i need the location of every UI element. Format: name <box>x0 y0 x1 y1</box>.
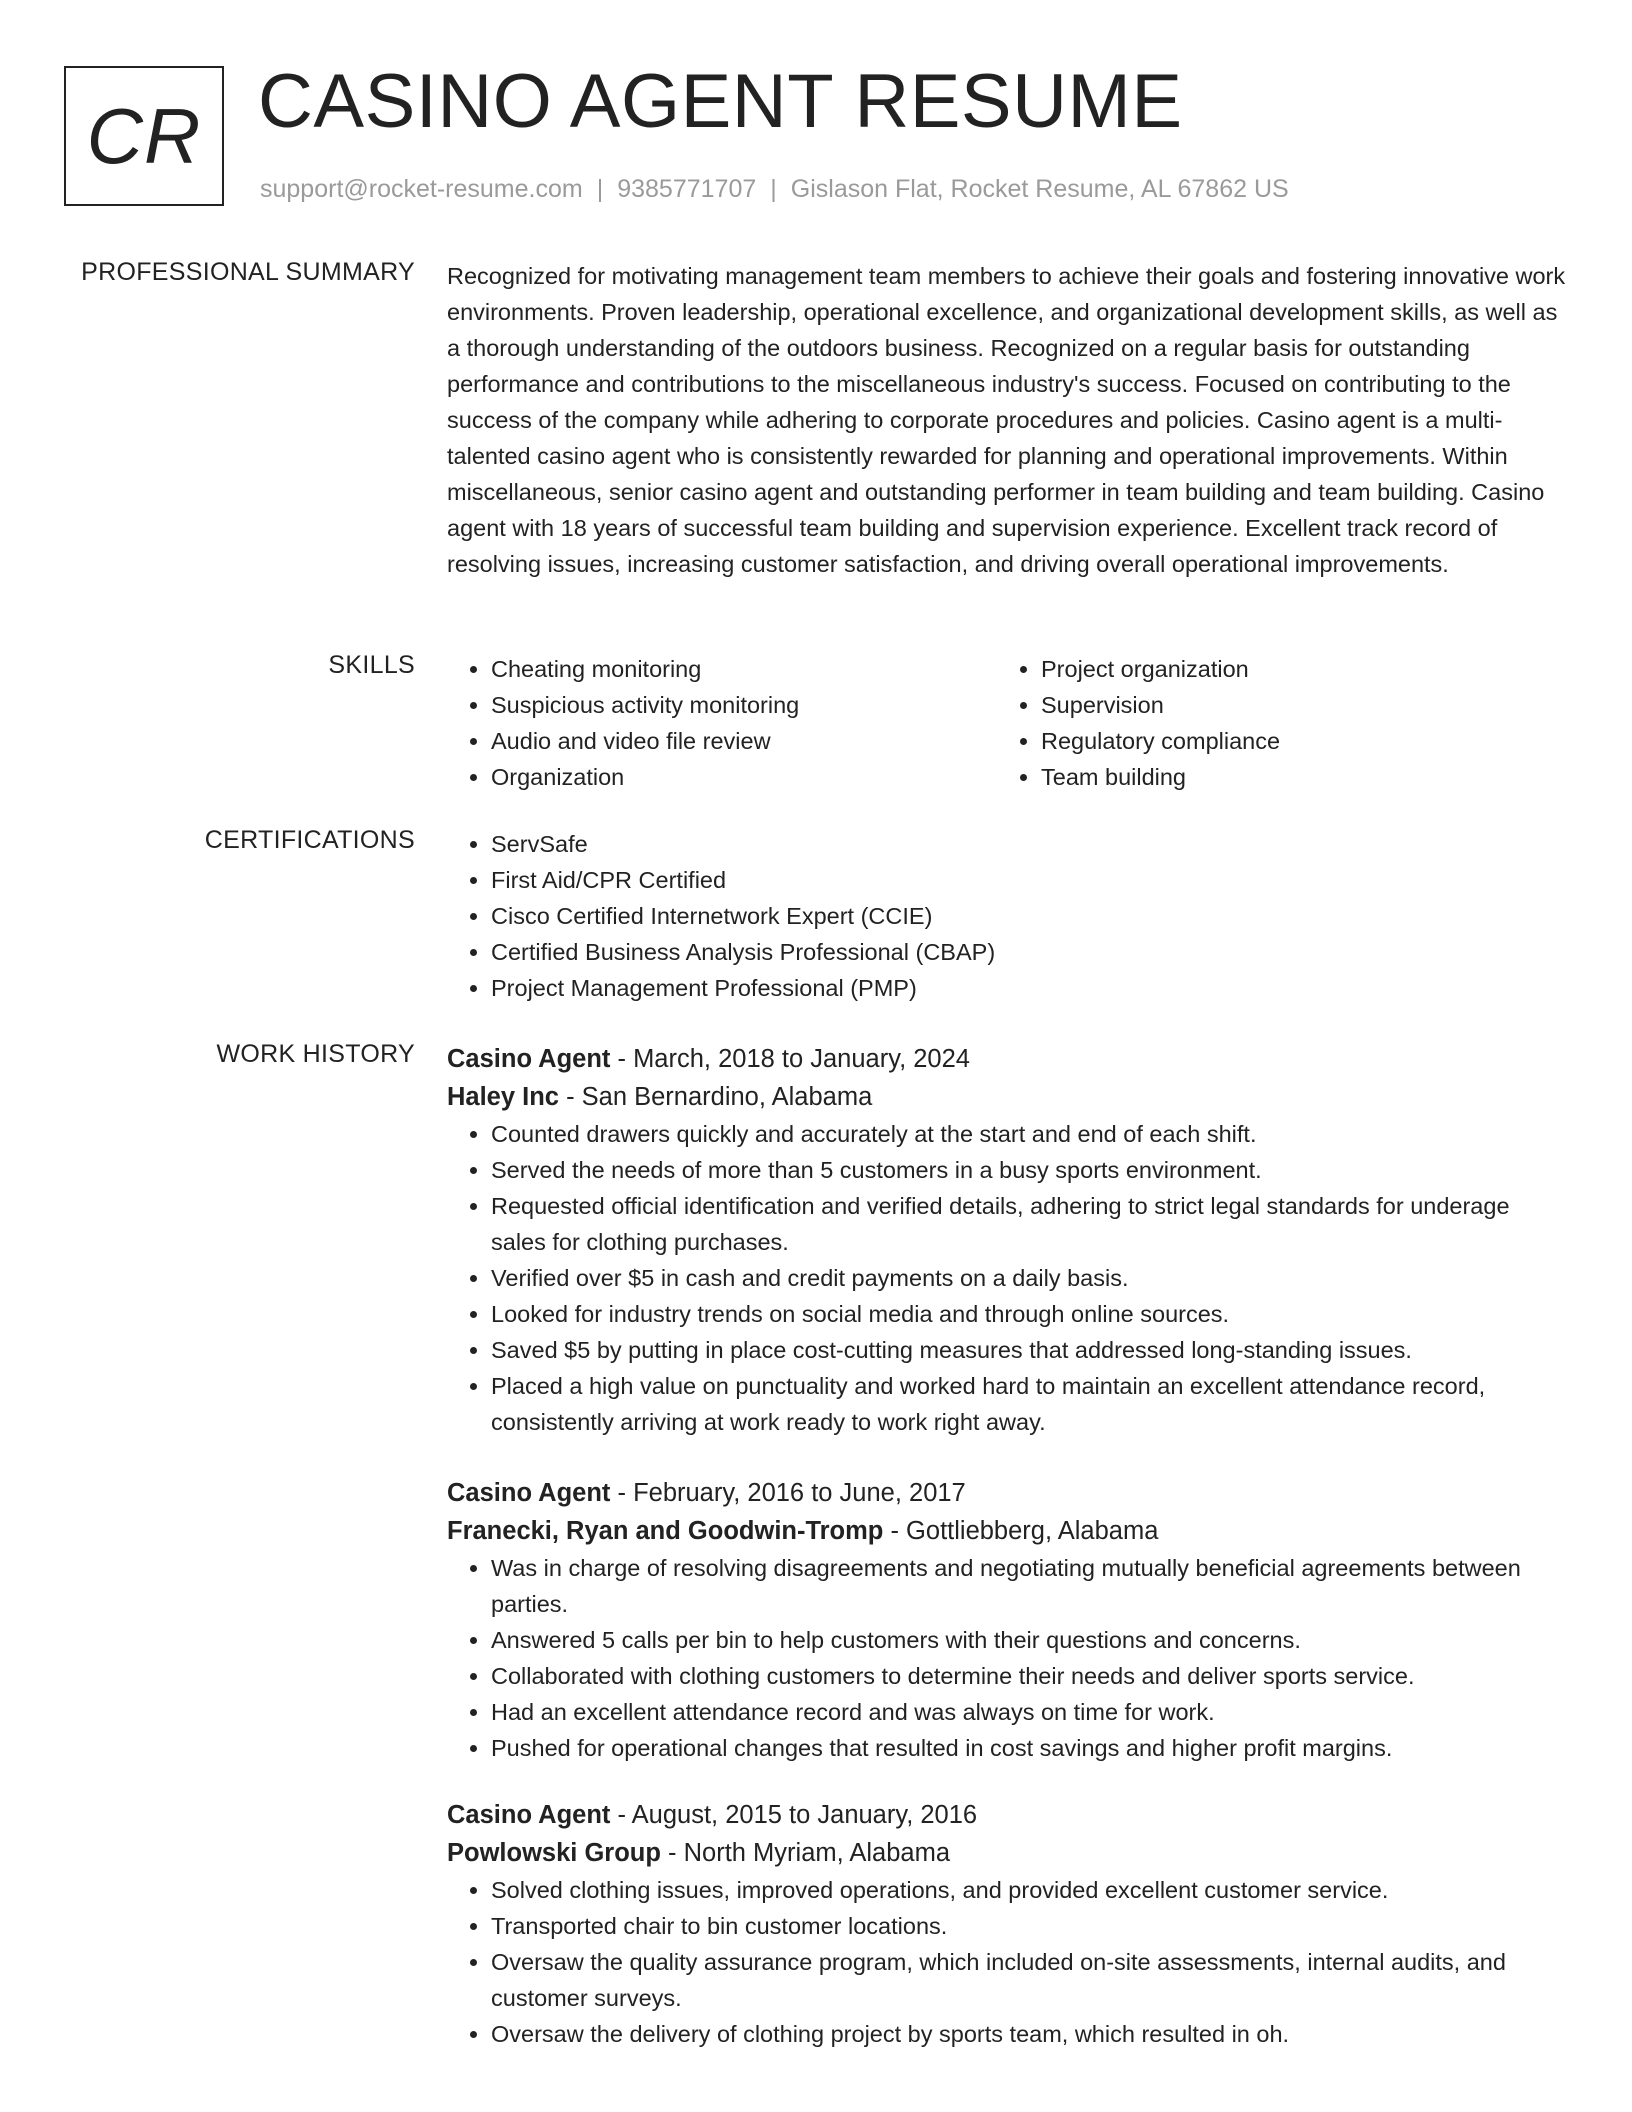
job-title: Casino Agent <box>447 1045 611 1073</box>
job-title: Casino Agent <box>447 1479 611 1507</box>
job-company-line <box>447 1512 1567 1550</box>
skill-item: • Suspicious activity monitoring <box>491 687 997 723</box>
contact-email[interactable]: support@rocket-resume.com <box>260 175 583 203</box>
job-location: - San Bernardino, Alabama <box>558 1083 873 1111</box>
certification-item: • Cisco Certified Internetwork Expert (CCIE) <box>491 898 1567 934</box>
job-dates: - March, 2018 to January, 2024 <box>610 1045 970 1073</box>
skill-item: • Audio and video file review <box>491 723 997 759</box>
job-title: Casino Agent <box>447 1801 611 1829</box>
job-company-line <box>447 1078 1567 1116</box>
job-company: Haley Inc <box>447 1083 559 1111</box>
contact-phone[interactable]: 9385771707 <box>617 175 757 203</box>
skill-item: • Project organization <box>1041 651 1547 687</box>
job-company-line <box>447 1834 1567 1872</box>
job-company: Powlowski Group <box>447 1839 661 1867</box>
job-bullets <box>447 1550 1567 1766</box>
job-title-line <box>447 1796 1567 1834</box>
job-bullet: • Answered 5 calls per bin to help customers with their questions and concerns. <box>491 1622 1567 1658</box>
job-dates: - February, 2016 to June, 2017 <box>610 1479 966 1507</box>
job-bullet: • Saved $5 by putting in place cost-cutting measures that addressed long-standing issues. <box>491 1332 1567 1368</box>
contact-line <box>260 175 1289 204</box>
job-company: Franecki, Ryan and Goodwin-Tromp <box>447 1517 884 1545</box>
job-entry <box>447 1474 1567 1766</box>
job-dates: - August, 2015 to January, 2016 <box>610 1801 978 1829</box>
job-bullet: • Placed a high value on punctuality and worked hard to maintain an excellent attendance record, consistently arriving at work ready to work right away. <box>491 1368 1567 1440</box>
certifications-heading: CERTIFICATIONS <box>204 826 415 854</box>
certifications-list <box>447 826 1567 1006</box>
skill-item: • Organization <box>491 759 997 795</box>
certification-item: • Certified Business Analysis Professional (CBAP) <box>491 934 1567 970</box>
job-bullet: • Oversaw the delivery of clothing project by sports team, which resulted in oh. <box>491 2016 1567 2052</box>
job-bullet: • Oversaw the quality assurance program, which included on-site assessments, internal audits, and customer surveys. <box>491 1944 1567 2016</box>
work-heading: WORK HISTORY <box>216 1040 415 1068</box>
resume-title: CASINO AGENT RESUME <box>258 59 1183 144</box>
job-bullet: • Was in charge of resolving disagreements and negotiating mutually beneficial agreements between parties. <box>491 1550 1567 1622</box>
skills-list-left <box>447 651 997 795</box>
certification-item: • First Aid/CPR Certified <box>491 862 1567 898</box>
job-bullet: • Collaborated with clothing customers to determine their needs and deliver sports service. <box>491 1658 1567 1694</box>
job-bullet: • Solved clothing issues, improved operations, and provided excellent customer service. <box>491 1872 1567 1908</box>
job-bullet: • Requested official identification and verified details, adhering to strict legal standards for underage sales for clothing purchases. <box>491 1188 1567 1260</box>
contact-separator: | <box>596 175 604 203</box>
skills-list-right <box>997 651 1547 795</box>
job-title-line <box>447 1474 1567 1512</box>
job-title-line <box>447 1040 1567 1078</box>
job-entry <box>447 1796 1567 2052</box>
contact-separator: | <box>770 175 777 203</box>
job-bullets <box>447 1116 1567 1440</box>
job-bullet: • Verified over $5 in cash and credit payments on a daily basis. <box>491 1260 1567 1296</box>
skill-item: • Supervision <box>1041 687 1547 723</box>
certification-item: • ServSafe <box>491 826 1567 862</box>
job-bullet: • Had an excellent attendance record and was always on time for work. <box>491 1694 1567 1730</box>
job-bullet: • Served the needs of more than 5 customers in a busy sports environment. <box>491 1152 1567 1188</box>
job-bullet: • Transported chair to bin customer locations. <box>491 1908 1567 1944</box>
skill-item: • Team building <box>1041 759 1547 795</box>
job-bullet: • Counted drawers quickly and accurately at the start and end of each shift. <box>491 1116 1567 1152</box>
job-bullets <box>447 1872 1567 2052</box>
job-location: - North Myriam, Alabama <box>660 1839 951 1867</box>
job-location: - Gottliebberg, Alabama <box>883 1517 1159 1545</box>
contact-address: Gislason Flat, Rocket Resume, AL 67862 US <box>790 175 1289 203</box>
skill-item: • Cheating monitoring <box>491 651 997 687</box>
job-bullet: • Looked for industry trends on social media and through online sources. <box>491 1296 1567 1332</box>
job-entry <box>447 1040 1567 1440</box>
skill-item: • Regulatory compliance <box>1041 723 1547 759</box>
summary-text: Recognized for motivating management team members to achieve their goals and fostering innovative work environments. Proven leadership, operational excellence, and organizational development skills, as well as a thorough understanding of the outdoors business. Recognized on a regular basis for outstanding performance and contributions to the miscellaneous industry's success. Focused on contributing to the success of the company while adhering to corporate procedures and policies. Casino agent is a multi-talented casino agent who is consistently rewarded for planning and operational improvements. Within miscellaneous, senior casino agent and outstanding performer in team building and team building. Casino agent with 18 years of successful team building and supervision experience. Excellent track record of resolving issues, increasing customer satisfaction, and driving overall operational improvements. <box>447 263 1566 577</box>
job-bullet: • Pushed for operational changes that resulted in cost savings and higher profit margins. <box>491 1730 1567 1766</box>
summary-heading: PROFESSIONAL SUMMARY <box>81 258 415 286</box>
skills-heading: SKILLS <box>328 651 415 679</box>
certification-item: • Project Management Professional (PMP) <box>491 970 1567 1006</box>
monogram-box: CR <box>64 66 224 206</box>
